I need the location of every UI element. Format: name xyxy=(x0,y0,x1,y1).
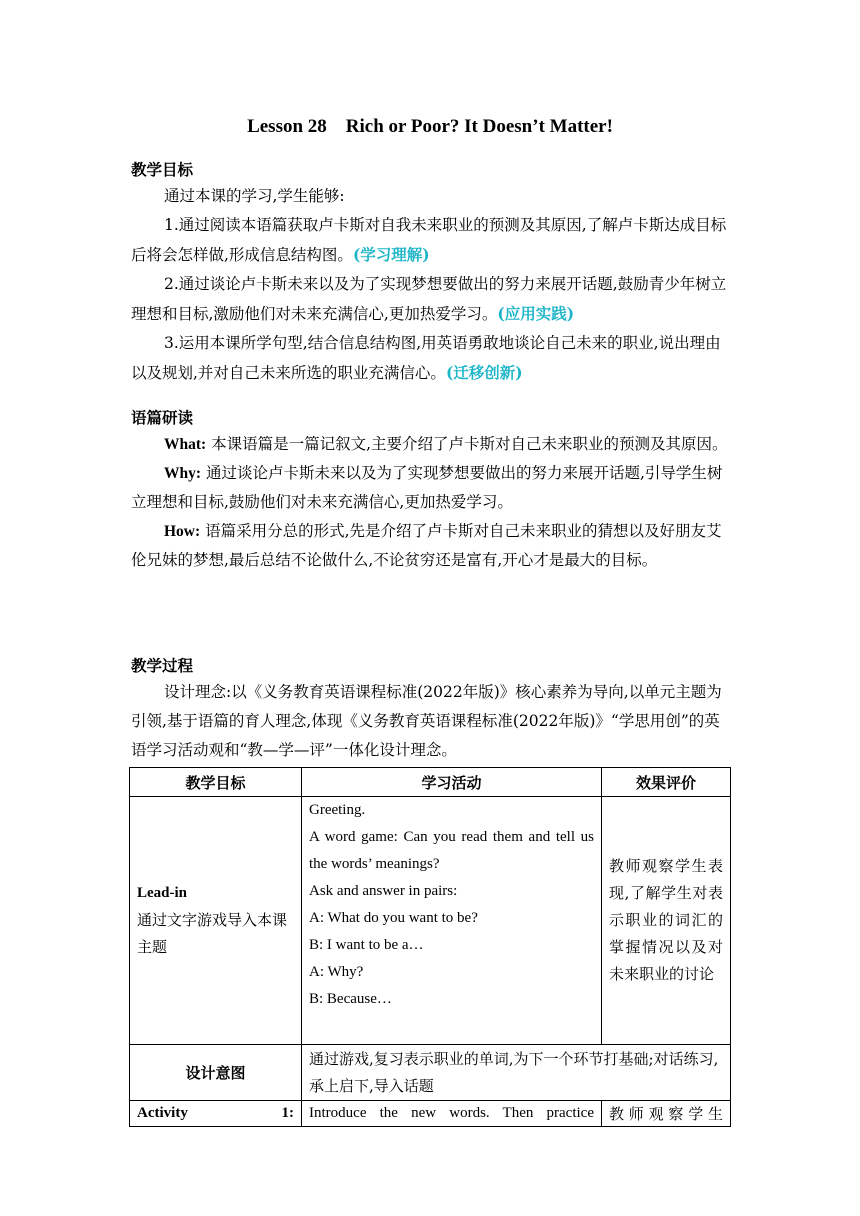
table-header-row xyxy=(130,768,731,797)
header-activity: 学习活动 xyxy=(302,768,602,797)
activity-line: Ask and answer in pairs: xyxy=(309,883,458,899)
activity1-goal-cell: Activity 1: xyxy=(130,1101,302,1127)
leadin-activity-cell xyxy=(302,797,602,1045)
activity-line: A: Why? xyxy=(309,964,364,980)
header-goal: 教学目标 xyxy=(130,768,302,797)
lesson-title: Lesson 28 Rich or Poor? It Doesn’t Matter! xyxy=(247,116,613,137)
goal-tag-2: (应用实践) xyxy=(497,304,575,323)
heading-analysis: 语篇研读 xyxy=(131,408,194,427)
leadin-goal-text: 通过文字游戏导入本课主题 xyxy=(137,911,288,956)
activity-line: A: What do you want to be? xyxy=(309,910,478,926)
analysis-block xyxy=(131,430,731,575)
why-label: Why: xyxy=(164,465,202,482)
activity-line: Greeting. xyxy=(309,802,366,818)
header-evaluation: 效果评价 xyxy=(602,768,731,797)
goal-item-2: 2.通过谈论卢卡斯未来以及为了实现梦想要做出的努力来展开话题,鼓励青少年树立理想和目标,激励他们对未来充满信心,更加热爱学习。 xyxy=(131,275,727,323)
goal-tag-3: (迁移创新) xyxy=(445,363,523,382)
lesson-table xyxy=(129,767,731,1127)
heading-process: 教学过程 xyxy=(131,656,194,675)
activity-line: B: Because… xyxy=(309,991,392,1007)
activity1-activity-cell: Introduce the new words. Then practice xyxy=(302,1101,602,1127)
table-row xyxy=(130,1101,731,1127)
goal-item-3: 3.运用本课所学句型,结合信息结构图,用英语勇敢地谈论自己未来的职业,说出理由以及规划,并对自己未来所选的职业充满信心。 xyxy=(131,334,721,382)
what-text: 本课语篇是一篇记叙文,主要介绍了卢卡斯对自己未来职业的预测及其原因。 xyxy=(206,435,728,453)
activity1-evaluation-cell: 教师观察学生 xyxy=(602,1101,731,1127)
activity-line: B: I want to be a… xyxy=(309,937,424,953)
heading-goals: 教学目标 xyxy=(131,160,194,179)
design-intent-text: 通过游戏,复习表示职业的单词,为下一个环节打基础;对话练习,承上启下,导入话题 xyxy=(302,1045,731,1101)
leadin-goal-cell xyxy=(130,797,302,1045)
table-row xyxy=(130,1045,731,1101)
design-concept: 设计理念:以《义务教育英语课程标准(2022年版)》核心素养为导向,以单元主题为引领,基于语篇的育人理念,体现《义务教育英语课程标准(2022年版)》“学思用创”的英语学习活动观和“教—学—评”一体化设计理念。 xyxy=(131,683,722,759)
goal-tag-1: (学习理解) xyxy=(352,245,430,264)
leadin-label: Lead-in xyxy=(137,885,188,901)
how-label: How: xyxy=(164,523,201,540)
leadin-evaluation-cell xyxy=(602,797,731,1045)
goals-block xyxy=(131,182,731,388)
goals-intro: 通过本课的学习,学生能够: xyxy=(164,187,345,205)
design-intent-label: 设计意图 xyxy=(130,1045,302,1101)
why-text: 通过谈论卢卡斯未来以及为了实现梦想要做出的努力来展开话题,引导学生树立理想和目标,鼓励他们对未来充满信心,更加热爱学习。 xyxy=(131,464,723,511)
what-label: What: xyxy=(164,436,207,453)
process-block xyxy=(131,678,731,765)
leadin-evaluation-text: 教师观察学生表现,了解学生对表示职业的词汇的掌握情况以及对未来职业的讨论 xyxy=(609,857,723,983)
table-row xyxy=(130,797,731,1045)
activity-line: A word game: Can you read them and tell us the words’ meanings? xyxy=(309,829,594,872)
how-text: 语篇采用分总的形式,先是介绍了卢卡斯对自己未来职业的猜想以及好朋友艾伦兄妹的梦想,最后总结不论做什么,不论贫穷还是富有,开心才是最大的目标。 xyxy=(131,522,722,569)
goal-item-1: 1.通过阅读本语篇获取卢卡斯对自我未来职业的预测及其原因,了解卢卡斯达成目标后将会怎样做,形成信息结构图。 xyxy=(131,216,727,264)
